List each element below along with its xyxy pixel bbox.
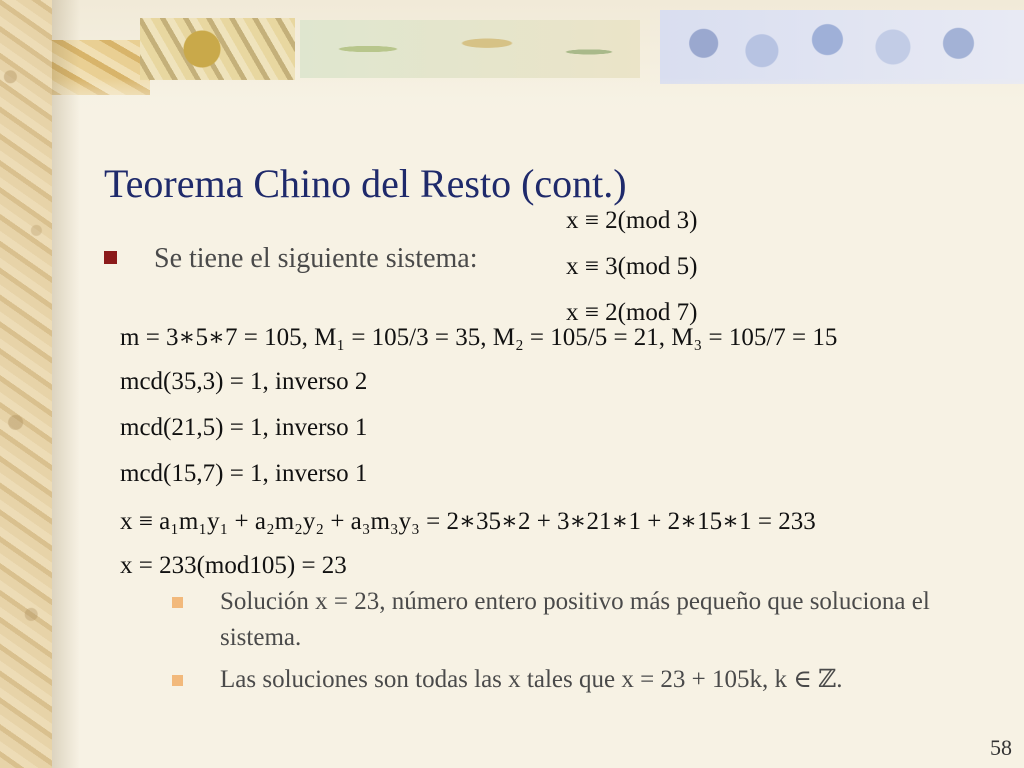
math-line-sum: x ≡ a₁m₁y₁ + a₂m₂y₂ + a₃m₃y₃ = 2∗35∗2 + 3∗21∗1 + 2∗15∗1 = 233 — [120, 508, 816, 535]
math-line-moduli: m = 3∗5∗7 = 105, M₁ = 105/3 = 35, M₂ = 105/5 = 21, M₃ = 105/7 = 15 — [120, 324, 838, 351]
math-line-mcd-1: mcd(35,3) = 1, inverso 2 — [120, 368, 368, 395]
sub-bullet-item — [172, 662, 972, 698]
bullet-text: Se tiene el siguiente sistema: — [154, 243, 478, 274]
banner-texture-3 — [300, 20, 640, 78]
sub-bullet-item — [172, 584, 972, 656]
math-line-mcd-3: mcd(15,7) = 1, inverso 1 — [120, 460, 368, 487]
congruence-line: x ≡ 3(mod 5) — [566, 253, 698, 280]
congruence-system — [566, 198, 697, 336]
banner-fade — [0, 78, 1024, 118]
math-line-mcd-2: mcd(21,5) = 1, inverso 1 — [120, 414, 368, 441]
sub-bullet-list — [172, 584, 972, 704]
square-bullet-icon — [172, 675, 183, 686]
sub-bullet-text: Solución x = 23, número entero positivo más pequeño que soluciona el sistema. — [220, 588, 930, 651]
congruence-line: x ≡ 2(mod 7) — [566, 299, 698, 326]
slide-title: Teorema Chino del Resto (cont.) — [104, 161, 627, 206]
page-number: 58 — [990, 735, 1012, 760]
math-line-result: x = 233(mod105) = 23 — [120, 552, 347, 579]
sub-bullet-text: Las soluciones son todas las x tales que x = 23 + 105k, k ∈ ℤ. — [220, 666, 843, 693]
bullet-item — [104, 243, 477, 275]
banner-texture-2 — [140, 18, 295, 80]
square-bullet-icon — [104, 251, 117, 264]
left-strip-shadow — [52, 0, 80, 768]
decorative-left-strip — [0, 0, 52, 768]
banner-texture-4 — [660, 10, 1024, 84]
congruence-line: x ≡ 2(mod 3) — [566, 207, 698, 234]
decorative-banner — [0, 0, 1024, 112]
square-bullet-icon — [172, 597, 183, 608]
